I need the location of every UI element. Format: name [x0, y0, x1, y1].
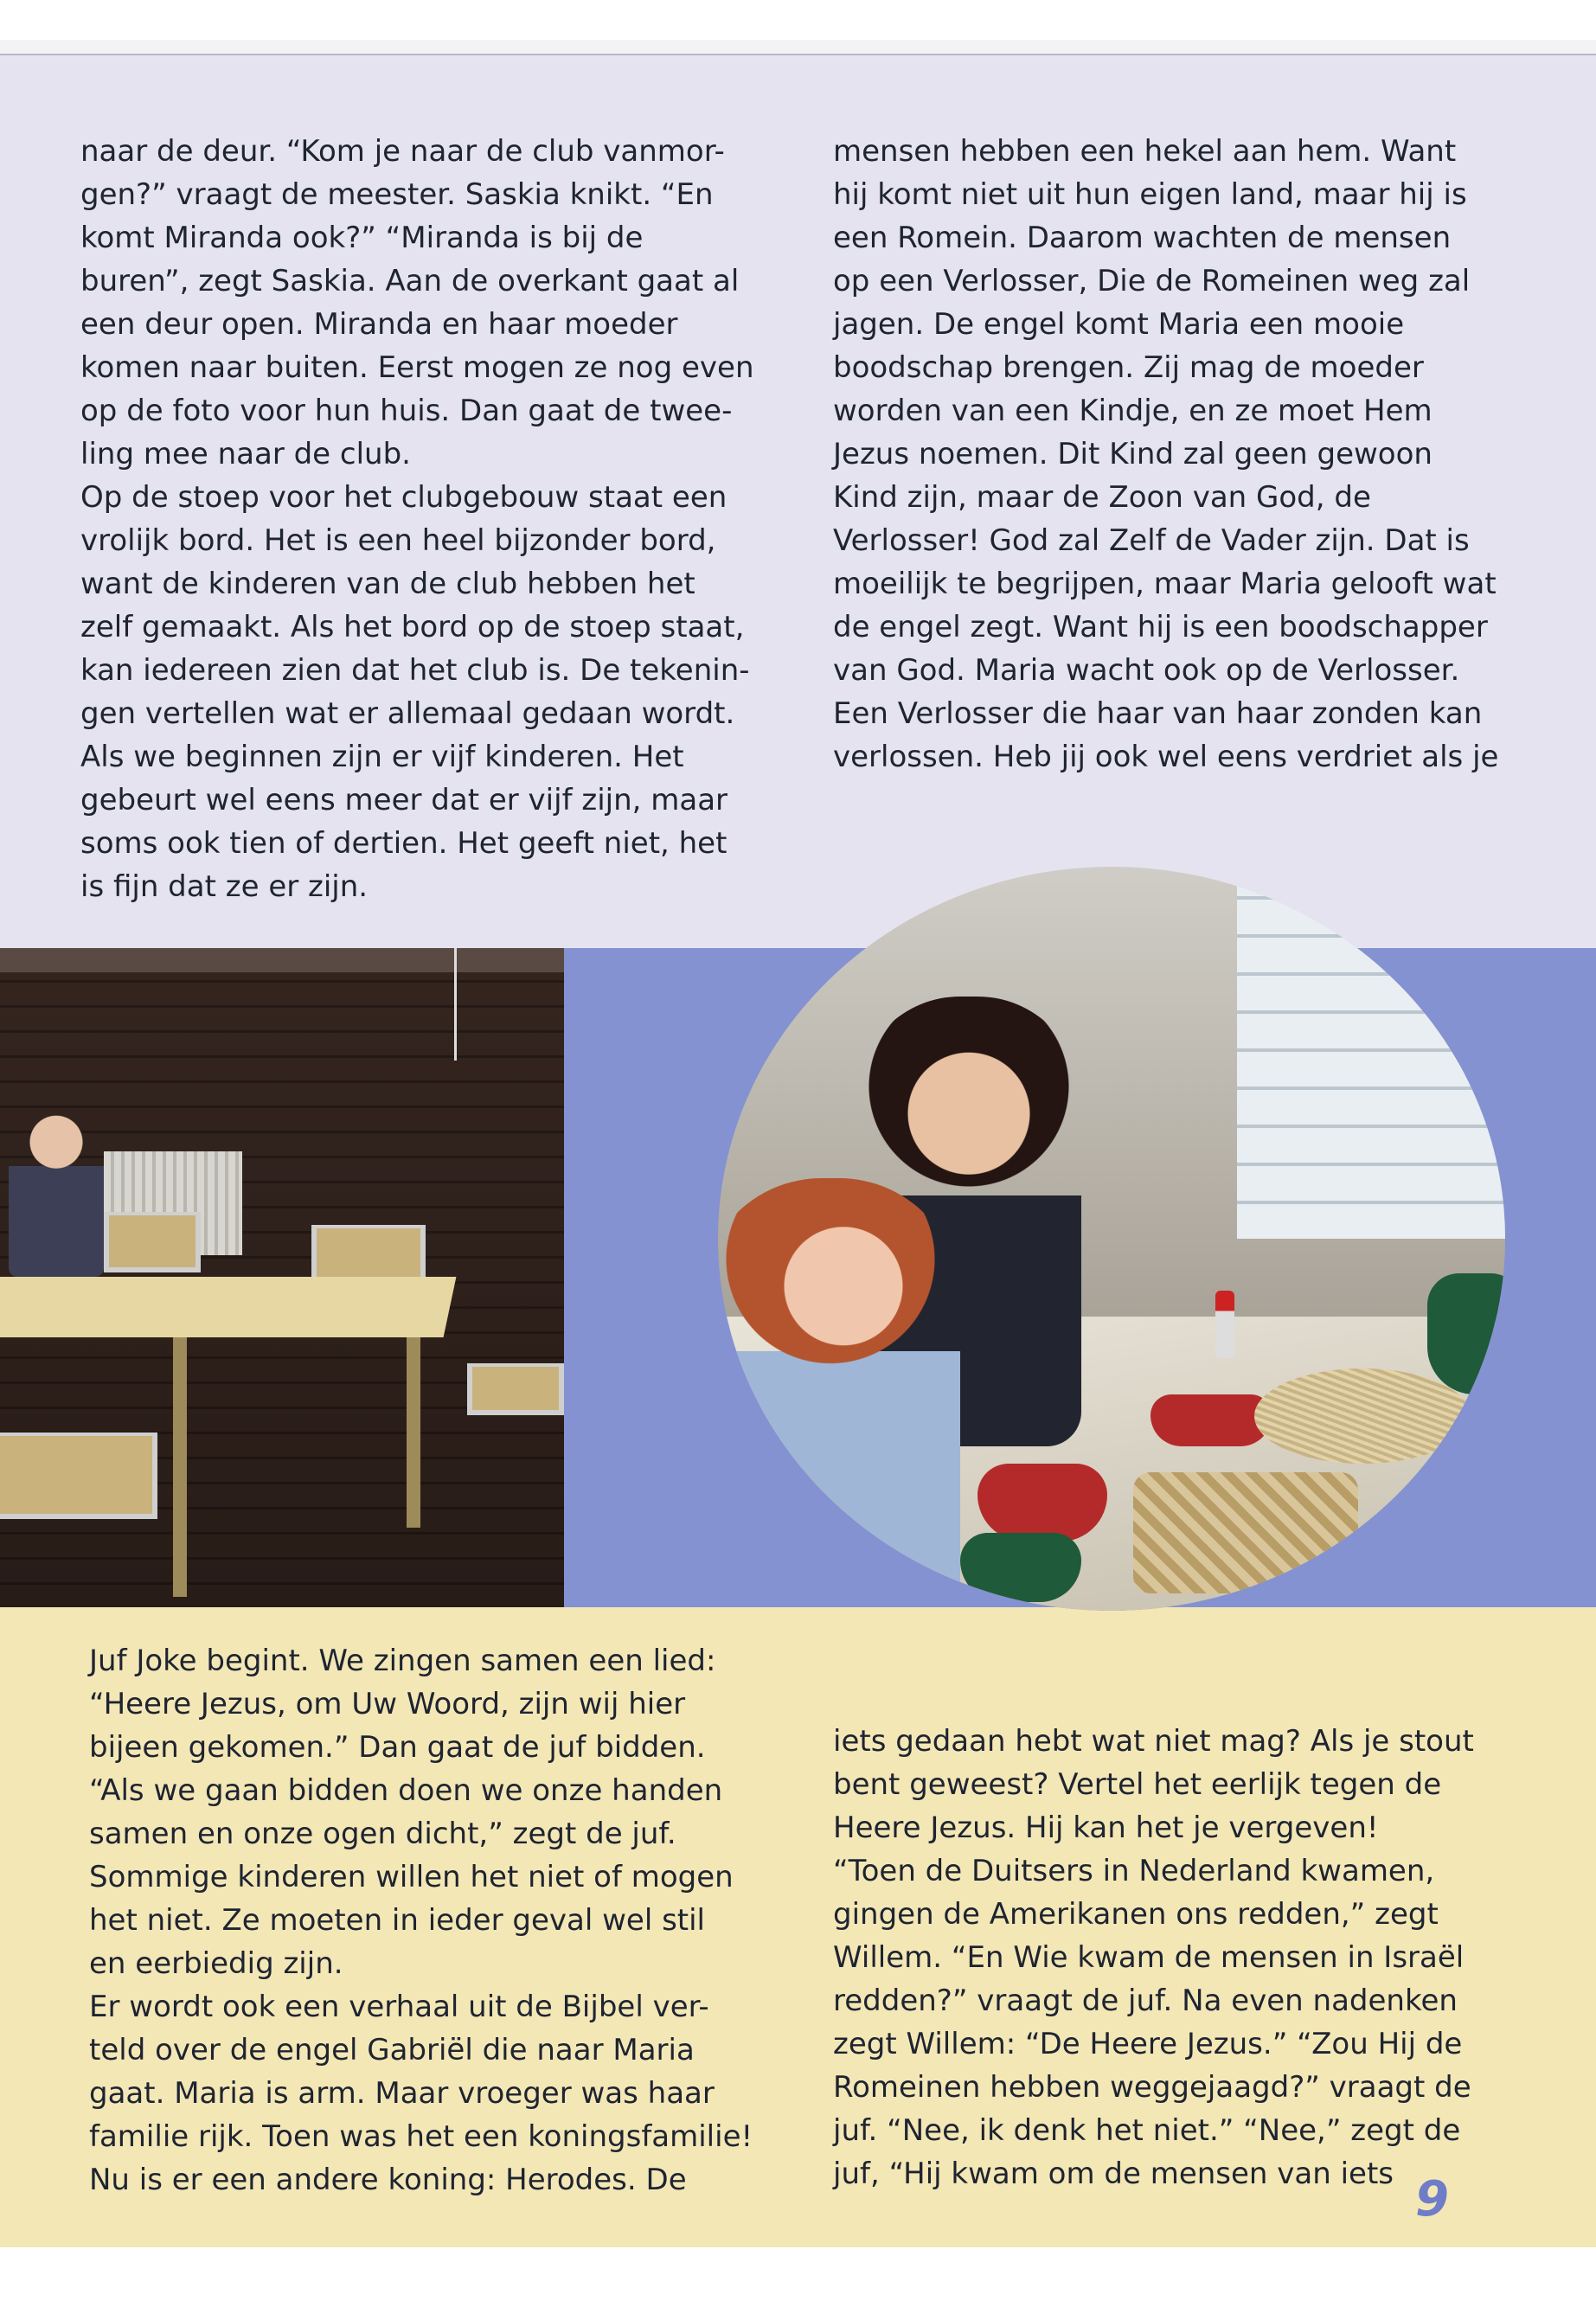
article-column-2-top: mensen hebben een hekel aan hem. Want hij komt niet uit hun eigen land, maar hij is een Romein. Daarom wachten de mensen op een Verlosser, Die de Romeinen weg zal jagen. De engel komt Maria een mooie boodschap brengen. Zij mag de moeder worden van een Kindje, en ze moet Hem Jezus noemen. Dit Kind zal geen gewoon Kind zijn, maar de Zoon van God, de Verlosser! God zal Zelf de Vader zijn. Dat is moeilijk te begrijpen, maar Maria gelooft wat de engel zegt. Want hij is een boodschapper van God. Maria wacht ook op de Verlosser. Een Verlosser die haar van haar zonden kan verlossen. Heb jij ook wel eens verdriet als je [833, 134, 1499, 774]
magazine-page [0, 40, 1596, 2254]
article-column-1-top: naar de deur. “Kom je naar de club vanmor- gen?” vraagt de meester. Saskia knikt. “En komt Miranda ook?” “Miranda is bij de buren”, zegt Saskia. Aan de overkant gaat al een deur open. Miranda en haar moeder komen naar buiten. Eerst mogen ze nog even op de foto voor hun huis. Dan gaat de twee- ling mee naar de club. Op de stoep voor het clubgebouw staat een vrolijk bord. Het is een heel bijzonder bord, want de kinderen van de club hebben het zelf gemaakt. Als het bord op de stoep staat, kan iedereen zien dat het club is. De tekenin- gen vertellen wat er allemaal gedaan wordt. Als we beginnen zijn er vijf kinderen. Het gebeurt wel eens meer dat er vijf zijn, maar soms ook tien of dertien. Het geeft niet, het is fijn dat ze er zijn. [80, 134, 754, 904]
classroom-photo [0, 948, 564, 1607]
top-cut-strip [0, 40, 1596, 55]
article-column-2-bottom: iets gedaan hebt wat niet mag? Als je stout bent geweest? Vertel het eerlijk tegen de Heere Jezus. Hij kan het je vergeven! “Toen de Duitsers in Nederland kwamen, gingen de Amerikanen ons redden,” zegt Willem. “En Wie kwam de mensen in Israël redden?” vraagt de juf. Na even nadenken zegt Willem: “De Heere Jezus.” “Zou Hij de Romeinen hebben weggejaagd?” vraagt de juf. “Nee, ik denk het niet.” “Nee,” zegt de juf, “Hij kwam om de mensen van iets [833, 1724, 1474, 2191]
page-number: 9 [1415, 2171, 1449, 2227]
article-column-1-bottom: Juf Joke begint. We zingen samen een lied: “Heere Jezus, om Uw Woord, zijn wij hier bijeen gekomen.” Dan gaat de juf bidden. “Als we gaan bidden doen we onze handen samen en onze ogen dicht,” zegt de juf. Sommige kinderen willen het niet of mogen het niet. Ze moeten in ieder geval wel stil en eerbiedig zijn. Er wordt ook een verhaal uit de Bijbel ver- teld over de engel Gabriël die naar Maria gaat. Maria is arm. Maar vroeger was haar familie rijk. Toen was het een koningsfamilie! Nu is er een andere koning: Herodes. De [89, 1644, 753, 2197]
crafting-circle-photo [718, 867, 1505, 1611]
